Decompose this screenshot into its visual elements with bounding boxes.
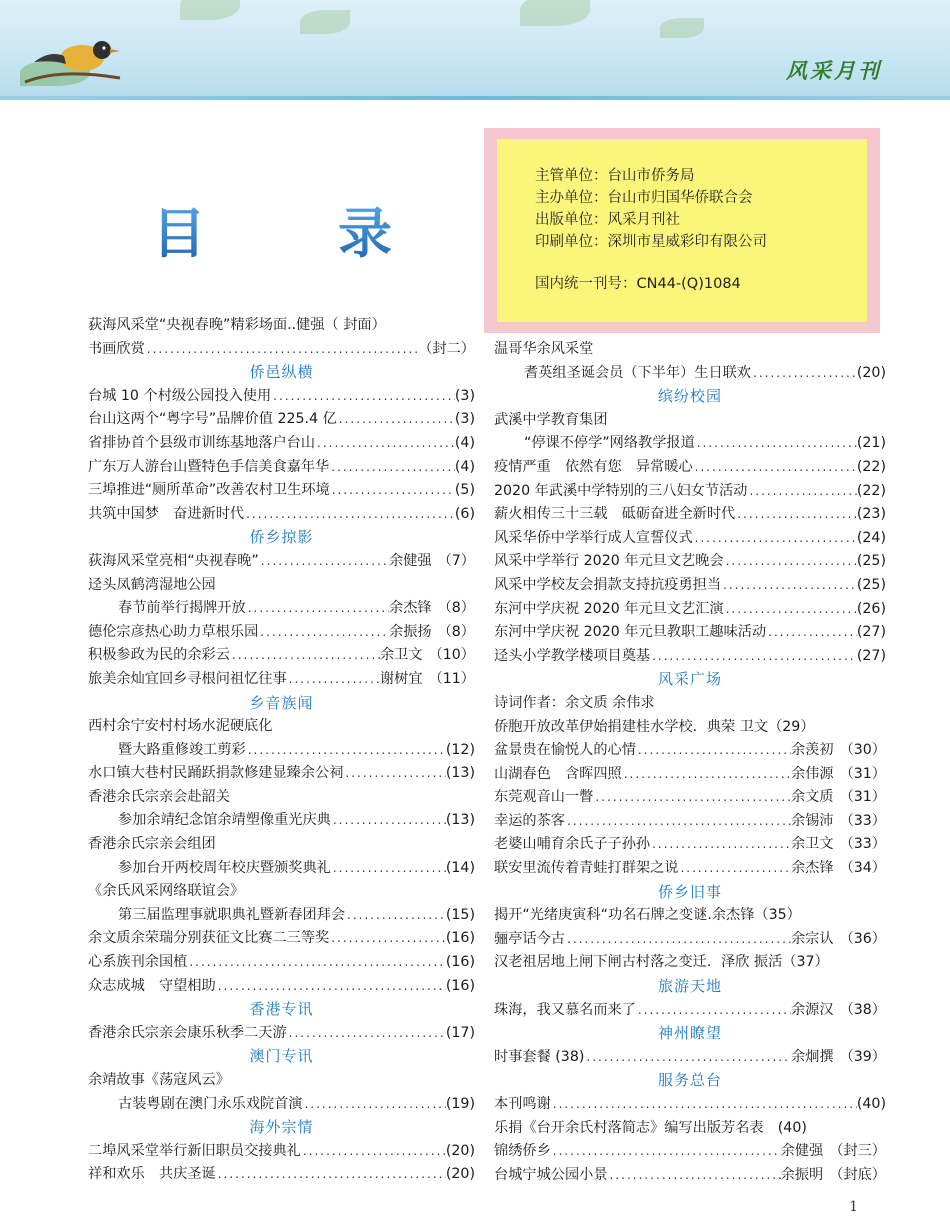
toc-entry [494,456,886,480]
toc-entry-page: （7） [437,552,475,569]
toc-entry-title: 参加余靖纪念馆余靖塑像重光庆典 [118,812,331,829]
brand-name: 风采月刊 [786,58,882,83]
toc-entry-author: 余卫文 [790,836,834,853]
dot-leader [343,762,445,786]
toc-entry [88,739,475,763]
toc-entry-title: 疫情严重 依然有您 异常暖心 [494,458,693,475]
leaf-decoration [180,0,240,20]
toc-entry-title: 香港余氏宗亲会康乐秋季二天游 [88,1024,287,1041]
toc-section-heading: 风采广场 [657,670,722,689]
toc-entry [88,456,475,480]
toc-entry-page: (13) [445,765,475,782]
dot-leader [345,904,446,928]
toc-entry-page: (20) [856,364,886,381]
dot-leader [315,432,455,456]
dot-leader [608,1164,781,1188]
toc-entry [494,362,886,386]
toc-entry-author: 余炯撰 [790,1048,834,1065]
toc-entry-text: 香港余氏宗亲会赴韶关 [88,788,230,805]
dot-leader [331,809,446,833]
toc-entry-text: 揭开“光绪庚寅科“功名石牌之变谜.余杰锋（35） [494,907,801,924]
dot-leader [271,385,455,409]
toc-entry-title: 骊亭话今古 [494,930,565,947]
toc-section-heading: 侨乡掠影 [249,528,314,547]
toc-entry-author: 余伟源 [790,765,834,782]
dot-leader [724,598,857,622]
toc-entry [88,904,475,928]
toc-entry-author: 余杰锋 [790,860,834,877]
dot-leader [678,857,791,881]
toc-entry [88,644,475,668]
toc-entry-page: (20) [445,1166,475,1183]
toc-entry [88,479,475,503]
toc-entry-page: (16) [445,954,475,971]
toc-entry-title: 省排协首个县级市训练基地落户台山 [88,434,316,451]
toc-entry [494,550,886,574]
toc-entry-title: 联安里流传着青蛙打群架之说 [494,860,679,877]
toc-section-heading: 侨乡旧事 [657,882,722,901]
toc-entry-page: （封三） [829,1143,886,1160]
dot-leader [565,928,791,952]
publisher-info-inner [497,139,867,322]
toc-entry-title: 荻海风采堂亮相“央视春晚” [88,552,259,569]
toc-entry-page: (17) [445,1024,475,1041]
toc-entry [494,574,886,598]
toc-entry [88,621,475,645]
dot-leader [584,1046,791,1070]
toc-entry-title: 盆景贵在愉悦人的心情 [494,742,636,759]
toc-section-heading: 澳门专讯 [249,1047,314,1066]
toc-entry-page: (23) [856,506,886,523]
toc-entry-title: 水口镇大巷村民踊跃捐款修建显臻余公祠 [88,765,344,782]
toc-entry-text: 西村余宁安村村场水泥硬底化 [88,718,273,735]
toc-entry-page: （31） [839,789,886,806]
toc-entry-page: (27) [856,647,886,664]
toc-entry-title: 迳头小学教学楼项目奠基 [494,647,651,664]
toc-entry [88,408,475,432]
toc-entry-title: 台山这两个“粤字号”品牌价值 225.4 亿 [88,411,337,428]
toc-entry-author: 余健强 [389,552,432,569]
toc-entry-page: (27) [856,624,886,641]
toc-section-heading: 缤纷校园 [657,387,722,406]
toc-entry-page: (4) [454,458,475,475]
dot-leader [187,951,446,975]
toc-entry [494,763,886,787]
toc-entry [88,1163,475,1187]
dot-leader [766,621,857,645]
toc-entry-author: 余宗认 [790,930,834,947]
toc-entry-title: 风采中学举行 2020 年元旦文艺晚会 [494,553,724,570]
toc-entry-title: 东河中学庆祝 2020 年元旦文艺汇演 [494,600,724,617]
toc-entry-title: 风采中学校友会捐款支持抗疫勇担当 [494,576,722,593]
dot-leader [246,597,389,621]
toc-section-heading: 海外宗情 [249,1118,314,1137]
toc-entry-title: 积极参政为民的余彩云 [88,647,230,664]
toc-entry [494,1164,886,1188]
bird-icon [20,20,130,90]
toc-entry-title: 台城 10 个村级公园投入使用 [88,387,272,404]
toc-entry-title: 暨大路重修竣工剪彩 [118,741,246,758]
toc-entry-page: (22) [856,458,886,475]
toc-entry [494,432,886,456]
info-publisher: 出版单位：风采月刊社 [535,212,680,228]
toc-entry-page: （封二） [418,340,475,357]
toc-entry [88,809,475,833]
leaf-decoration [660,18,704,38]
dot-leader [329,456,455,480]
toc-entry-title: 三埠推进“厕所革命”改善农村卫生环境 [88,482,330,499]
toc-entry-author: 余源汉 [790,1001,834,1018]
toc-section-heading: 香港专讯 [249,1000,314,1019]
toc-entry-page: (19) [445,1095,475,1112]
header-banner [0,0,950,96]
dot-leader [230,644,380,668]
toc-entry-page: （11） [428,670,475,687]
dot-leader [636,999,791,1023]
toc-entry [88,668,475,692]
toc-entry-page: (12) [445,741,475,758]
toc-entry [88,503,475,527]
info-sponsor: 主办单位：台山市归国华侨联合会 [535,190,753,206]
toc-entry-title: 幸运的茶客 [494,812,565,829]
toc-entry-page: （8） [437,600,475,617]
toc-entry-page: （33） [839,812,886,829]
toc-entry-title: 老婆山哺育余氏子子孙孙 [494,836,651,853]
toc-entry-page: （10） [428,647,475,664]
dot-leader [337,408,455,432]
dot-leader [721,574,857,598]
dot-leader [650,833,791,857]
dot-leader [693,456,857,480]
toc-entry-title: 古装粤剧在澳门永乐戏院首演 [118,1095,303,1112]
dot-leader [565,810,791,834]
toc-entry-title: 共筑中国梦 奋进新时代 [88,505,245,522]
toc-entry-page: (14) [445,859,475,876]
publisher-info-box [484,128,880,333]
title-char-2: 录 [338,191,392,268]
toc-entry-page: （39） [839,1048,886,1065]
dot-leader [287,668,380,692]
toc-entry-page: (16) [445,930,475,947]
toc-entry [88,432,475,456]
toc-entry-page: (21) [856,435,886,452]
dot-leader [301,1140,446,1164]
toc-entry [88,762,475,786]
toc-entry-text: 余靖故事《荡寇风云》 [88,1072,230,1088]
info-supervisor: 主管单位：台山市侨务局 [535,168,695,184]
toc-entry [494,833,886,857]
toc-entry [88,951,475,975]
dot-leader [751,362,857,386]
toc-entry-author: 余振扬 [389,623,432,640]
toc-entry-title: 广东万人游台山暨特色手信美食嘉年华 [88,458,330,475]
toc-entry-page: (3) [454,387,475,404]
dot-leader [331,857,446,881]
toc-entry-page: (20) [445,1142,475,1159]
toc-entry-text: 乐捐《台开余氏村落简志》编写出版芳名表 (40) [494,1119,807,1136]
toc-entry-page: （38） [839,1001,886,1018]
toc-entry-text: 侨胞开放改革伊始捐建桂水学校．典荣 卫文（29） [494,718,815,735]
toc-entry-title: 第三届监理事就职典礼暨新春团拜会 [118,906,346,923]
toc-entry [494,621,886,645]
toc-entry [88,857,475,881]
toc-entry-page: (25) [856,576,886,593]
toc-section-heading: 神州瞭望 [657,1024,722,1043]
dot-leader [695,432,857,456]
toc-entry-page: (26) [856,600,886,617]
toc-entry-title: 风采华侨中学举行成人宣誓仪式 [494,529,693,546]
dot-leader [636,739,791,763]
toc-entry-author: 余羡初 [790,742,834,759]
toc-entry-author: 余文质 [790,789,834,806]
dot-leader [593,786,791,810]
toc-entry [88,1093,475,1117]
toc-entry-title: 二埠风采堂举行新旧职员交接典礼 [88,1142,301,1159]
dot-leader [551,1093,857,1117]
toc-left-column [88,314,475,1187]
toc-section-heading: 侨邑纵横 [249,363,314,382]
toc-entry [88,550,475,574]
toc-entry [88,1140,475,1164]
toc-entry-title: 东莞观音山一瞥 [494,789,594,806]
toc-entry-page: (25) [856,553,886,570]
toc-entry-author: 谢树宜 [379,670,423,687]
toc-entry-title: 耆英组圣诞会员（下半年）生日联欢 [524,364,752,381]
toc-entry-author: 余杰锋 [389,600,432,617]
toc-entry-title: 余文质余荣瑞分别获征文比赛二三等奖 [88,930,330,947]
toc-entry [88,927,475,951]
toc-section-heading: 乡音族闻 [249,693,314,712]
toc-entry-page: (3) [454,411,475,428]
toc-entry-text: 温哥华余风采堂 [494,341,594,357]
toc-entry [494,1093,886,1117]
toc-entry [494,1140,886,1164]
toc-entry-page: （30） [839,742,886,759]
toc-entry [494,857,886,881]
dot-leader [693,527,857,551]
toc-entry-title: 祥和欢乐 共庆圣诞 [88,1166,216,1183]
toc-entry-title: 东河中学庆祝 2020 年元旦教职工趣味活动 [494,624,767,641]
toc-entry-title: 德伦宗彦热心助力草根乐园 [88,623,259,640]
dot-leader [329,927,446,951]
toc-entry [494,1046,886,1070]
info-issn: 国内统一刊号：CN44-(Q)1084 [535,276,741,292]
dot-leader [622,763,791,787]
toc-entry-page: (5) [454,482,475,499]
toc-entry-author: 余锡沛 [790,812,834,829]
toc-entry-author: 余卫文 [379,647,423,664]
dot-leader [302,1093,445,1117]
dot-leader [747,480,856,504]
dot-leader [258,621,389,645]
toc-entry-title: 山湖春色 含晖四照 [494,765,622,782]
toc-entry [494,598,886,622]
toc-entry-title: 旅美余灿宜回乡寻根问祖忆往事 [88,670,287,687]
toc-entry-title: “停课不停学”网络教学报道 [524,435,695,452]
toc-entry [88,385,475,409]
toc-entry-text: 迳头凤鹤湾湿地公园 [88,576,216,593]
toc-entry-text: 《余氏风采网络联谊会》 [88,883,245,900]
toc-section-heading: 服务总台 [657,1071,722,1090]
toc-entry-title: 众志成城 守望相助 [88,977,216,994]
dot-leader [259,550,389,574]
dot-leader [246,739,446,763]
toc-entry-title: 珠海，我又慕名而来了 [494,1001,636,1018]
dot-leader [216,975,446,999]
toc-entry-page: (16) [445,977,475,994]
toc-entry-page: (22) [856,482,886,499]
toc-entry-page: （封底） [829,1166,886,1183]
dot-leader [551,1140,781,1164]
page-number: 1 [849,1199,858,1215]
info-printer: 印刷单位：深圳市星威彩印有限公司 [535,234,767,250]
toc-entry [494,503,886,527]
banner-strip [0,96,950,100]
toc-entry-title: 心系族刊余国植 [88,954,188,971]
page-title [152,197,392,265]
toc-entry-text: 诗词作者：余文质 余伟求 [494,694,655,711]
toc-entry-title: 参加台开两校周年校庆暨颁奖典礼 [118,859,331,876]
toc-entry-text: 香港余氏宗亲会组团 [88,836,216,853]
toc-entry-text: 荻海风采堂“央视春晚”精彩场面..健强（ 封面） [88,317,386,333]
toc-entry-page: （8） [437,623,475,640]
toc-entry-author: 余振明 [780,1166,824,1183]
toc-entry [494,786,886,810]
toc-entry-title: 薪火相传三十三载 砥砺奋进全新时代 [494,506,736,523]
toc-entry-page: (40) [856,1096,886,1112]
toc-entry [494,739,886,763]
dot-leader [724,550,857,574]
dot-leader [244,503,455,527]
leaf-decoration [520,0,590,26]
title-char-1: 目 [152,191,206,268]
toc-entry [494,928,886,952]
toc-entry-title: 台城宁城公园小景 [494,1166,608,1183]
toc-entry-page: (15) [445,906,475,923]
toc-entry-page: (13) [445,812,475,829]
toc-entry-title: 本刊鸣谢 [494,1096,551,1112]
toc-entry-text: 武溪中学教育集团 [494,411,608,428]
dot-leader [145,338,418,362]
toc-entry-title: 书画欣赏 [88,340,145,357]
toc-entry [494,480,886,504]
toc-entry [494,527,886,551]
dot-leader [330,479,455,503]
toc-right-column [494,338,886,1187]
toc-entry-title: 锦绣侨乡 [494,1143,551,1160]
toc-section-heading: 旅游天地 [657,977,722,996]
toc-entry-title: 2020 年武溪中学特别的三八妇女节活动 [494,482,748,499]
toc-entry-text: 汉老祖居地上闸下闸古村落之变迁．泽欣 振活（37） [494,954,829,971]
toc-entry [88,1022,475,1046]
toc-entry-title: 时事套餐 (38) [494,1048,585,1065]
toc-entry [88,597,475,621]
toc-entry-page: (4) [454,434,475,451]
toc-entry [494,645,886,669]
toc-entry [494,999,886,1023]
dot-leader [735,503,857,527]
toc-entry-page: (6) [454,505,475,522]
toc-entry-page: （34） [839,860,886,877]
toc-entry [88,338,475,362]
toc-entry-author: 余健强 [780,1143,824,1160]
dot-leader [650,645,857,669]
toc-entry-page: （36） [839,930,886,947]
dot-leader [287,1022,446,1046]
toc-entry [88,975,475,999]
toc-entry-title: 春节前举行揭牌开放 [118,600,246,617]
toc-entry-page: （31） [839,765,886,782]
leaf-decoration [300,10,350,34]
dot-leader [216,1163,446,1187]
toc-entry-page: (24) [856,529,886,546]
toc-entry-page: （33） [839,836,886,853]
toc-entry [494,810,886,834]
